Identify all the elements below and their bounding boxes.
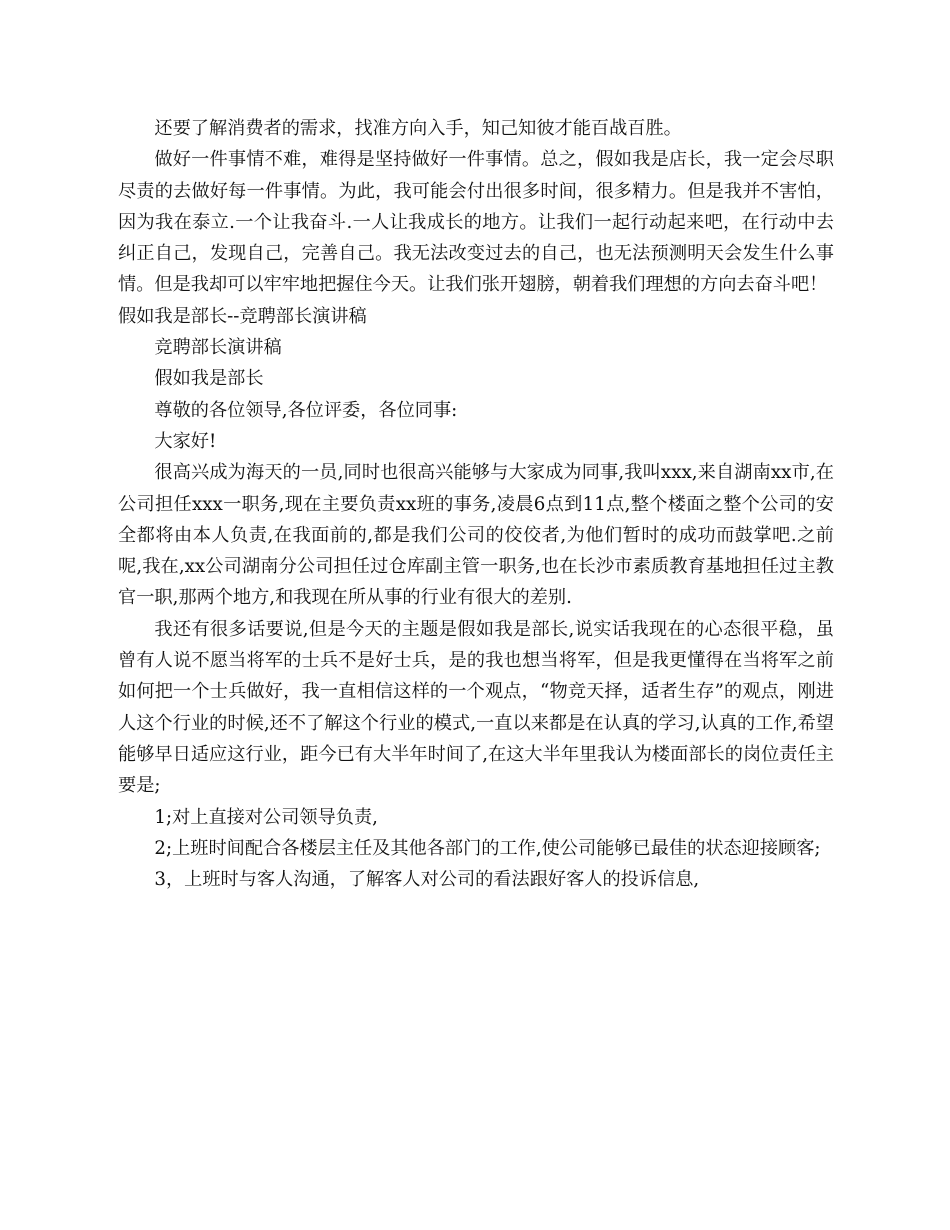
paragraph: 做好一件事情不难，难得是坚持做好一件事情。总之，假如我是店长，我一定会尽职尽责的去做好每一件事情。为此，我可能会付出很多时间，很多精力。但是我并不害怕，因为我在泰立.一个让我奋斗.一人让我成长的地方。让我们一起行动起来吧，在行动中去纠正自己，发现自己，完善自己。我无法改变过去的自己，也无法预测明天会发生什么事情。但是我却可以牢牢地把握住今天。让我们张开翅膀，朝着我们理想的方向去奋斗吧！ (118, 149, 834, 296)
salutation: 尊敬的各位领导,各位评委，各位同事: (154, 399, 458, 421)
list-item: 2;上班时间配合各楼层主任及其他各部门的工作,使公司能够已最佳的状态迎接顾客; (154, 837, 821, 859)
paragraph: 还要了解消费者的需求，找准方向入手，知己知彼才能百战百胜。 (154, 118, 682, 139)
list-item: 1;对上直接对公司领导负责, (154, 806, 378, 828)
greeting: 大家好! (154, 430, 217, 452)
paragraph: 我还有很多话要说,但是今天的主题是假如我是部长,说实话我现在的心态很平稳，虽曾有人说不愿当将军的士兵不是好士兵，是的我也想当将军，但是我更懂得在当将军之前如何把一个士兵做好，我一直相信这样的一个观点，“物竞天择，适者生存”的观点，刚进人这个行业的时候,还不了解这个行业的模式,一直以来都是在认真的学习,认真的工作,希望能够早日适应这行业，距今已有大半年时间了,在这大半年里我认为楼面部长的岗位责任主要是; (118, 618, 834, 797)
speech-title: 竞聘部长演讲稿 (154, 337, 282, 359)
document-body (118, 113, 834, 895)
section-heading: 假如我是部长--竞聘部长演讲稿 (118, 305, 367, 327)
list-item: 3，上班时与客人沟通，了解客人对公司的看法跟好客人的投诉信息, (154, 869, 700, 891)
speech-subtitle: 假如我是部长 (154, 368, 264, 390)
paragraph: 很高兴成为海天的一员,同时也很高兴能够与大家成为同事,我叫xxx,来自湖南xx市,在公司担任xxx一职务,现在主要负责xx班的事务,凌晨6点到11点,整个楼面之整个公司的安全都将由本人负责,在我面前的,都是我们公司的佼佼者,为他们暂时的成功而鼓掌吧.之前呢,我在,xx公司湖南分公司担任过仓库副主管一职务,也在长沙市素质教育基地担任过主教官一职,那两个地方,和我现在所从事的行业有很大的差别. (118, 462, 834, 609)
